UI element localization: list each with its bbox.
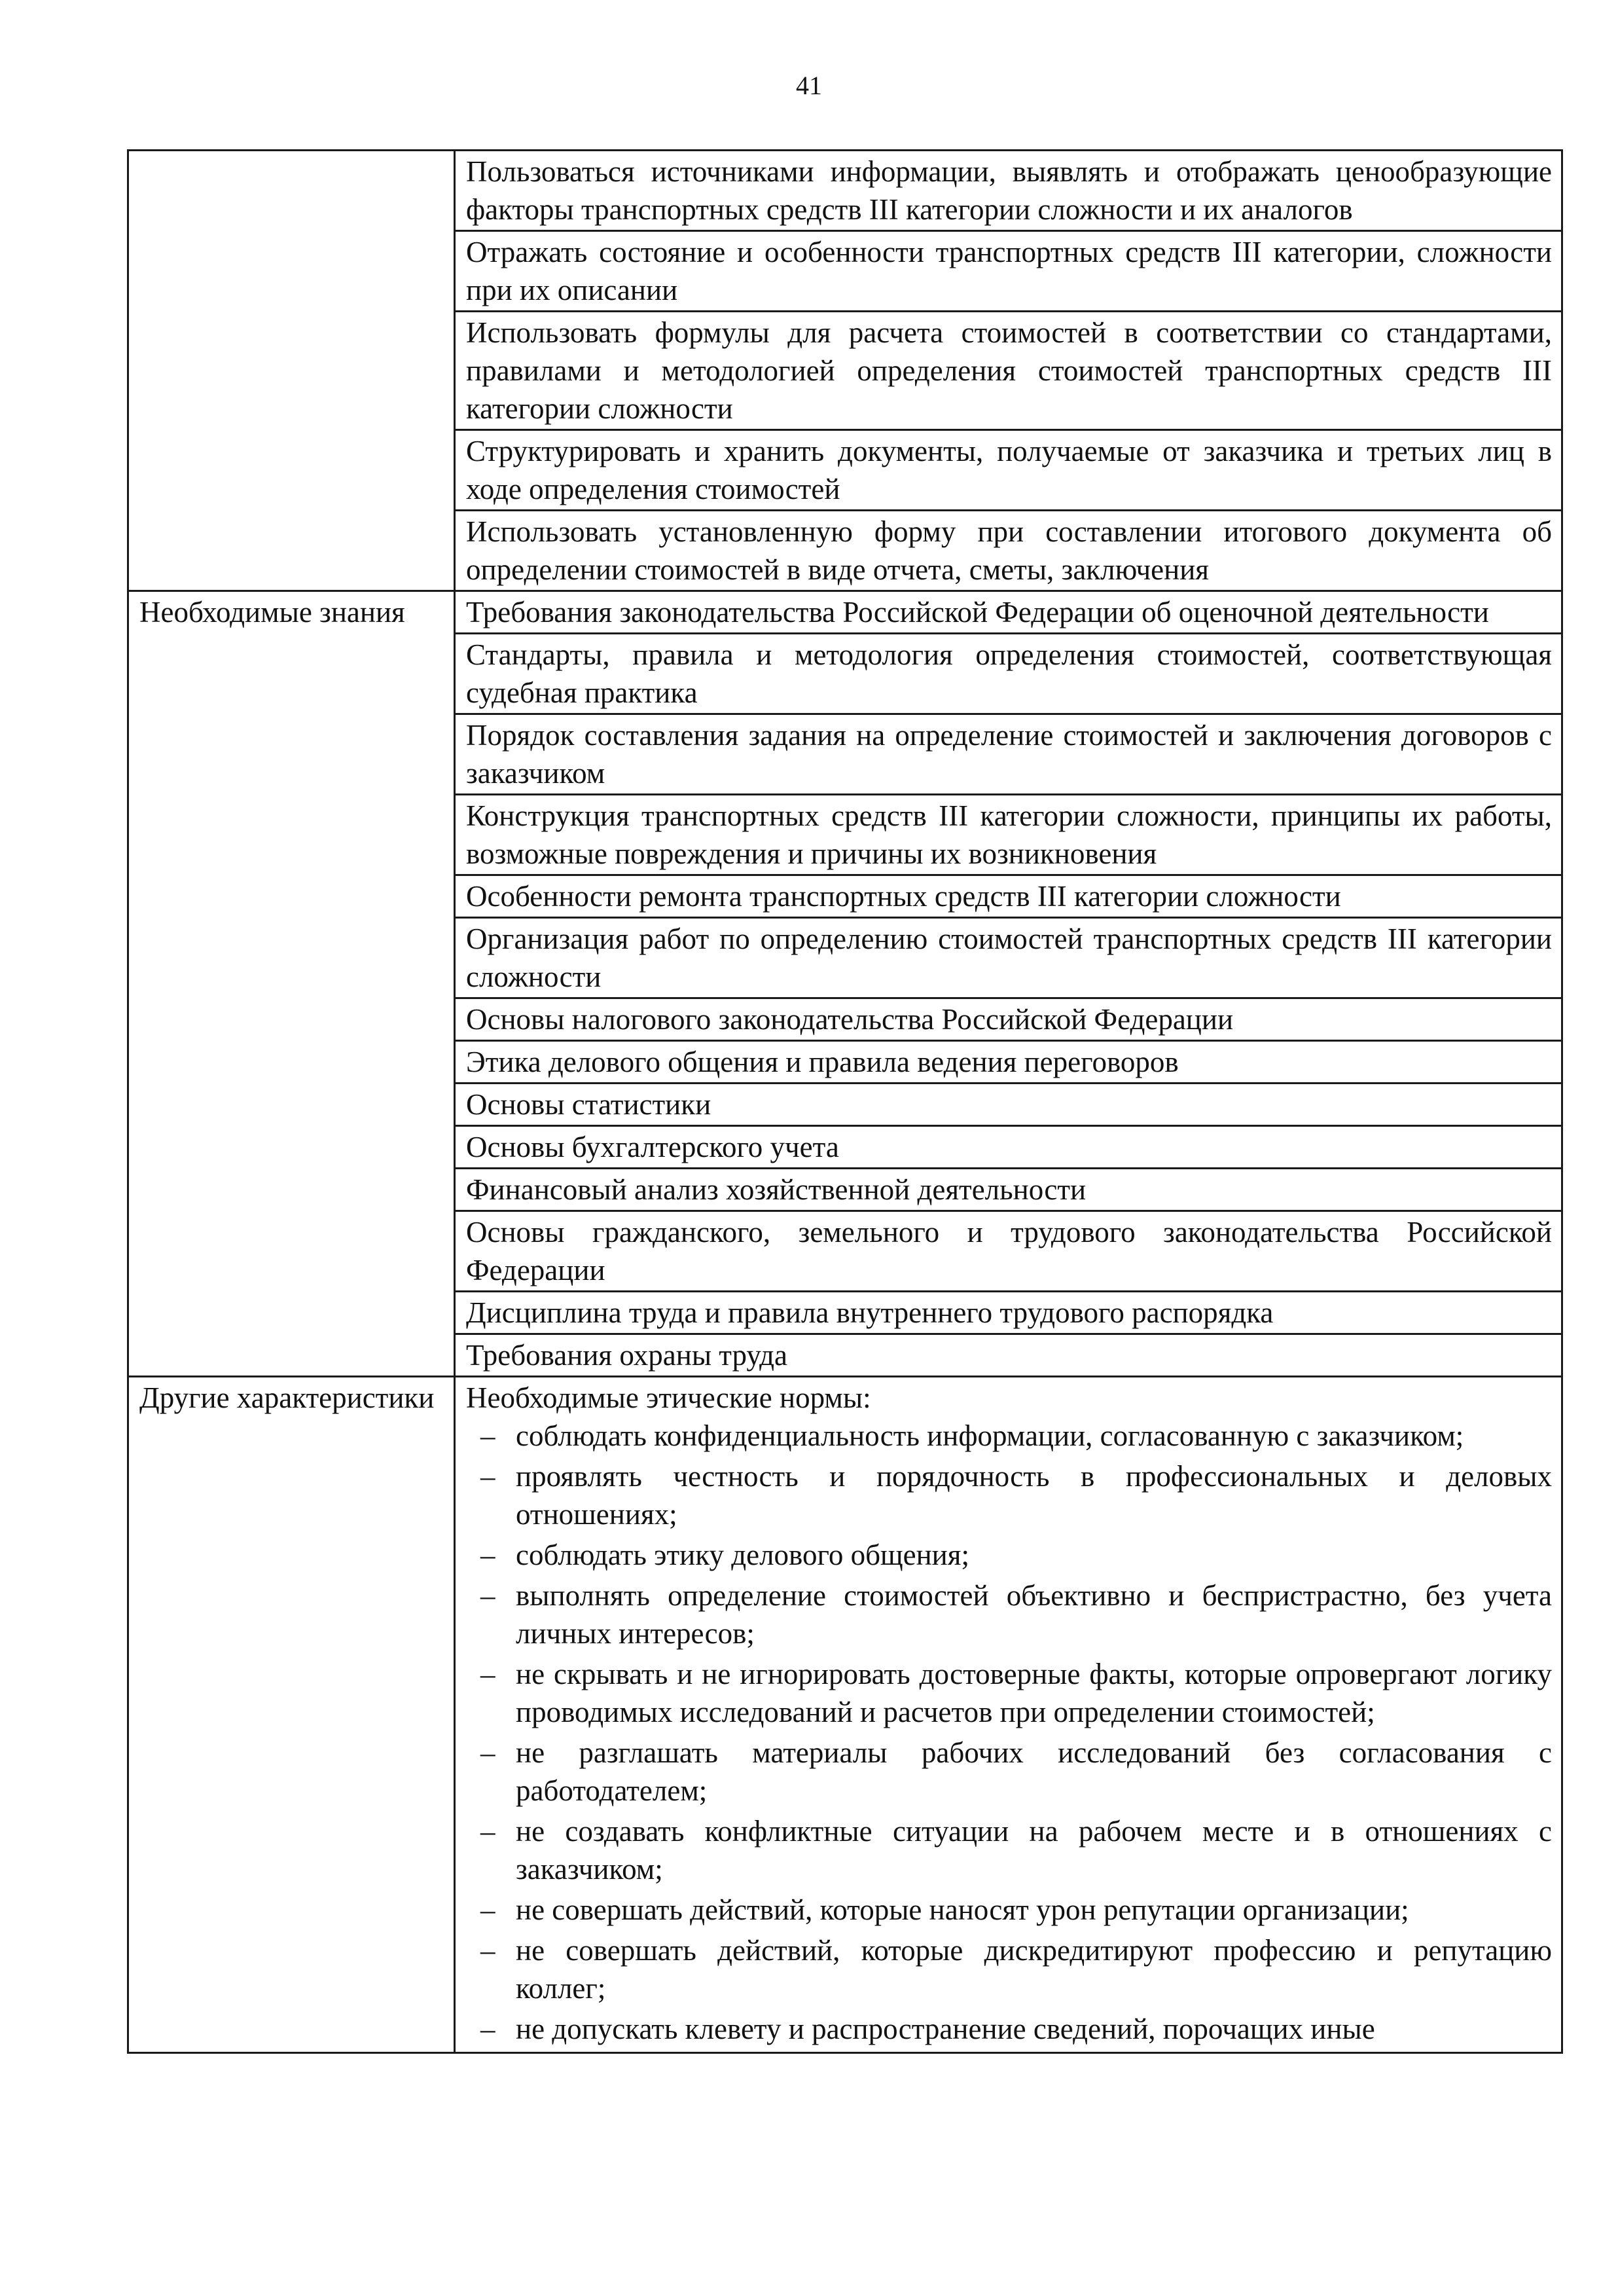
list-item <box>466 1576 1552 1652</box>
list-item-text: не разглашать материалы рабочих исследований без согласования с работодателем; <box>516 1736 1552 1807</box>
list-item <box>466 1457 1552 1533</box>
skill-item: Использовать установленную форму при составлении итогового документа об определении стоимостей в виде отчета, сметы, заключения <box>455 511 1562 591</box>
list-item-text: не создавать конфликтные ситуации на рабочем месте и в отношениях с заказчиком; <box>516 1815 1552 1886</box>
dash-marker: – <box>480 2013 495 2045</box>
list-item-text: не допускать клевету и распространение сведений, порочащих иные <box>516 2013 1375 2045</box>
list-item <box>466 1655 1552 1731</box>
knowledge-item: Конструкция транспортных средств III категории сложности, принципы их работы, возможные повреждения и причины их возникновения <box>455 795 1562 875</box>
list-item-text: не совершать действий, которые наносят урон репутации организации; <box>516 1893 1409 1926</box>
list-item <box>466 1891 1552 1929</box>
knowledge-item: Порядок составления задания на определение стоимостей и заключения договоров с заказчиком <box>455 714 1562 795</box>
list-item <box>466 1812 1552 1888</box>
table-row <box>128 151 1562 231</box>
knowledge-item: Основы налогового законодательства Российской Федерации <box>455 998 1562 1041</box>
knowledge-item: Финансовый анализ хозяйственной деятельности <box>455 1169 1562 1211</box>
list-item-text: выполнять определение стоимостей объективно и беспристрастно, без учета личных интересов; <box>516 1579 1552 1650</box>
ethics-intro: Необходимые этические нормы: <box>466 1381 871 1414</box>
dash-marker: – <box>480 1419 495 1452</box>
knowledge-item: Дисциплина труда и правила внутреннего трудового распорядка <box>455 1292 1562 1334</box>
list-item <box>466 1931 1552 2007</box>
list-item <box>466 1536 1552 1574</box>
skill-item: Пользоваться источниками информации, выявлять и отображать ценообразующие факторы транспортных средств III категории сложности и их аналогов <box>455 151 1562 231</box>
dash-marker: – <box>480 1815 495 1848</box>
knowledge-item: Требования законодательства Российской Федерации об оценочной деятельности <box>455 591 1562 634</box>
page-number: 41 <box>796 71 822 100</box>
ethics-cell <box>455 1377 1562 2053</box>
dash-marker: – <box>480 1539 495 1571</box>
other-label: Другие характеристики <box>128 1377 455 2053</box>
skills-label-cell <box>128 151 455 591</box>
knowledge-item: Требования охраны труда <box>455 1334 1562 1377</box>
skill-item: Структурировать и хранить документы, получаемые от заказчика и третьих лиц в ходе определения стоимостей <box>455 430 1562 511</box>
list-item-text: проявлять честность и порядочность в профессиональных и деловых отношениях; <box>516 1460 1552 1531</box>
knowledge-item: Этика делового общения и правила ведения переговоров <box>455 1041 1562 1084</box>
list-item-text: соблюдать конфиденциальность информации, согласованную с заказчиком; <box>516 1419 1464 1452</box>
list-item <box>466 1734 1552 1810</box>
dash-marker: – <box>480 1579 495 1612</box>
dash-marker: – <box>480 1736 495 1769</box>
knowledge-item: Основы гражданского, земельного и трудового законодательства Российской Федерации <box>455 1211 1562 1292</box>
dash-marker: – <box>480 1658 495 1690</box>
table-row <box>128 1377 1562 2053</box>
dash-marker: – <box>480 1460 495 1493</box>
ethics-list <box>466 1417 1552 2048</box>
list-item <box>466 2010 1552 2048</box>
table-row <box>128 591 1562 634</box>
knowledge-item: Стандарты, правила и методология определения стоимостей, соответствующая судебная практика <box>455 634 1562 714</box>
knowledge-item: Основы статистики <box>455 1084 1562 1126</box>
knowledge-label: Необходимые знания <box>128 591 455 1377</box>
list-item-text: не скрывать и не игнорировать достоверные факты, которые опровергают логику проводимых исследований и расчетов при определении стоимостей; <box>516 1658 1552 1728</box>
knowledge-item: Основы бухгалтерского учета <box>455 1126 1562 1169</box>
knowledge-item: Организация работ по определению стоимостей транспортных средств III категории сложности <box>455 918 1562 998</box>
dash-marker: – <box>480 1934 495 1967</box>
competency-table <box>127 149 1563 2054</box>
list-item <box>466 1417 1552 1455</box>
knowledge-item: Особенности ремонта транспортных средств III категории сложности <box>455 875 1562 918</box>
skill-item: Отражать состояние и особенности транспортных средств III категории, сложности при их описании <box>455 231 1562 312</box>
skill-item: Использовать формулы для расчета стоимостей в соответствии со стандартами, правилами и методологией определения стоимостей транспортных средств III категории сложности <box>455 312 1562 430</box>
dash-marker: – <box>480 1893 495 1926</box>
list-item-text: соблюдать этику делового общения; <box>516 1539 969 1571</box>
list-item-text: не совершать действий, которые дискредитируют профессию и репутацию коллег; <box>516 1934 1552 2005</box>
